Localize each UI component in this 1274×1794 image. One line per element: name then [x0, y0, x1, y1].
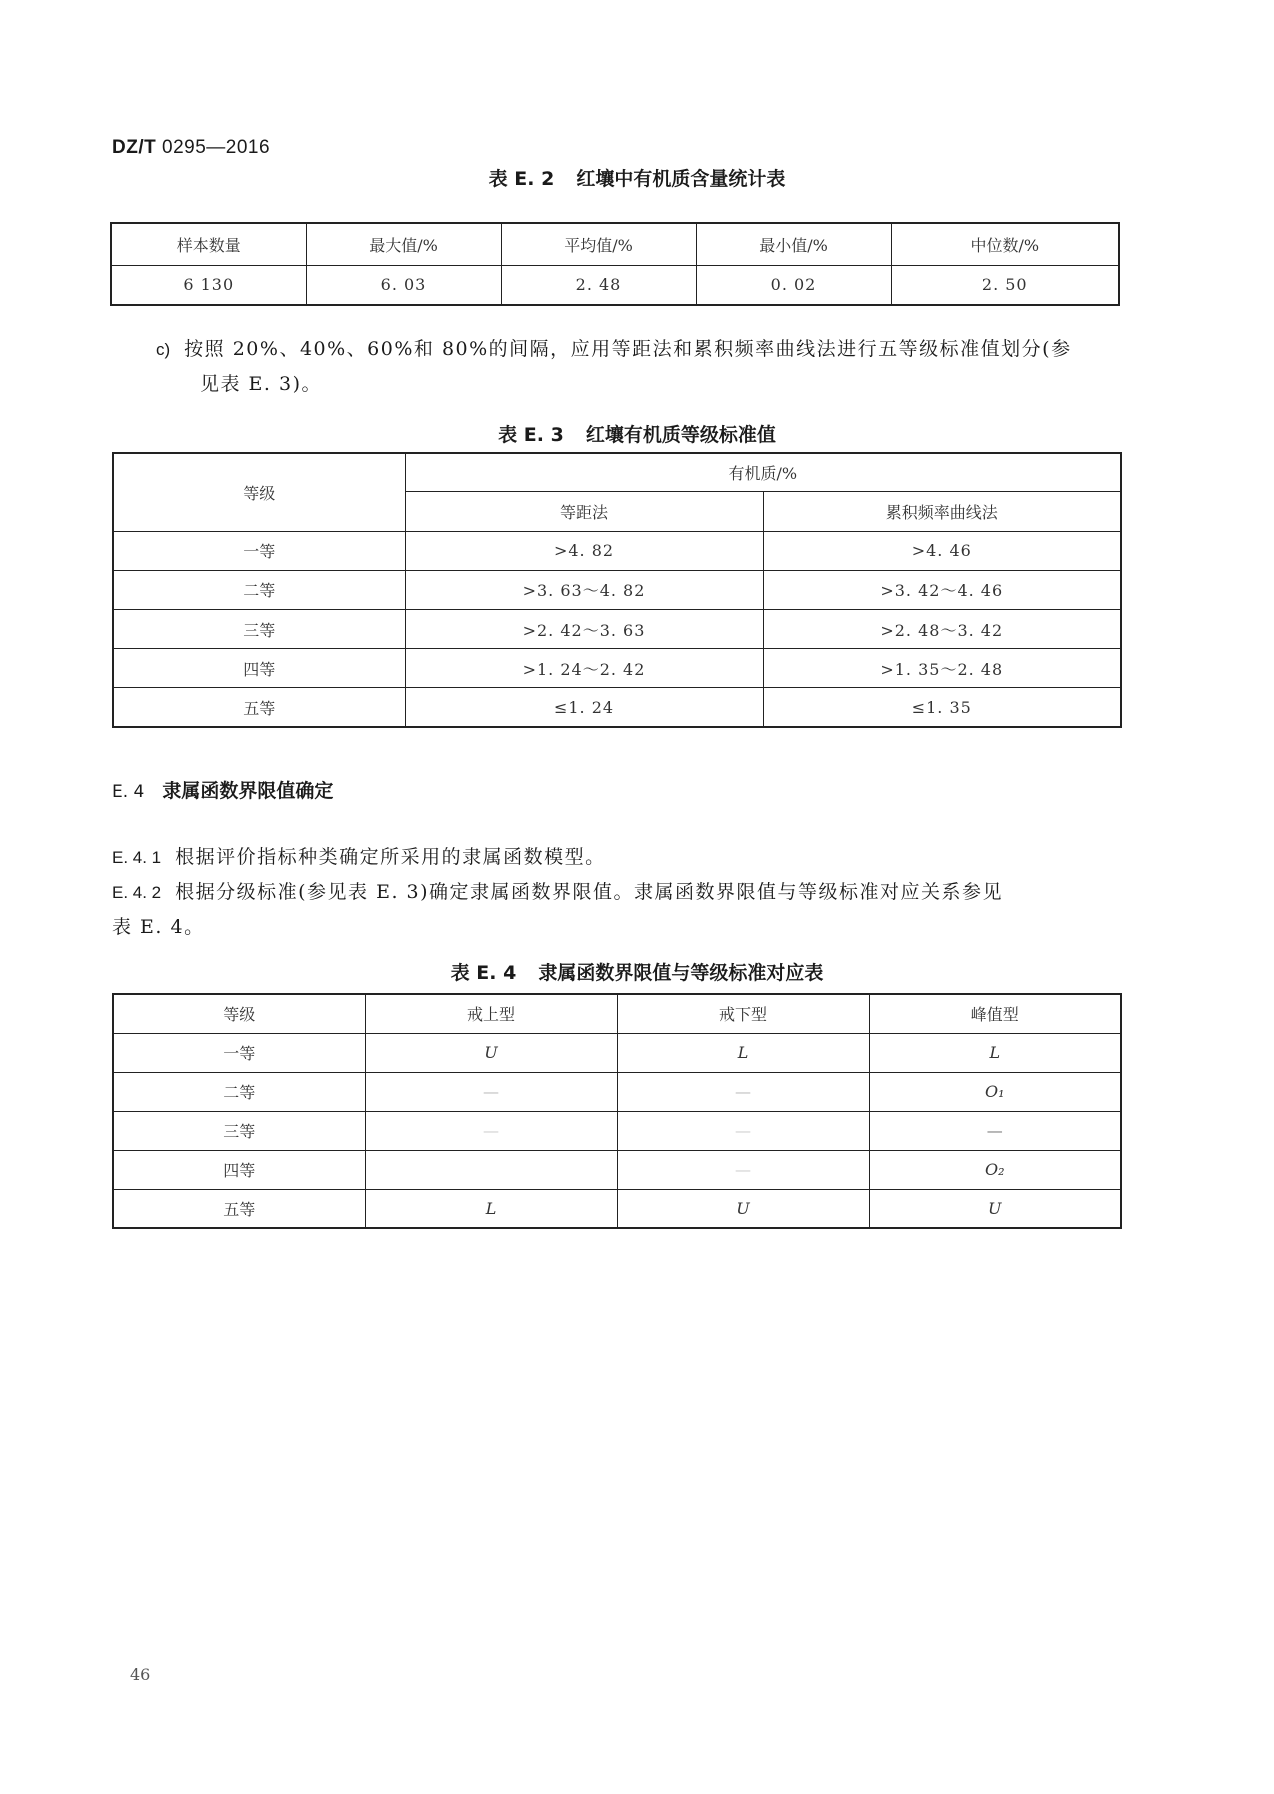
table-e3-title: 红壤有机质等级标准值 — [585, 424, 776, 446]
table-e4-cell: U — [617, 1189, 869, 1228]
table-e4-header-row — [113, 994, 1121, 1033]
table-e3-cell: >1. 35～2. 48 — [763, 649, 1121, 688]
table-e3-cell: >1. 24～2. 42 — [405, 649, 763, 688]
table-e3-header-grade: 等级 — [113, 453, 405, 531]
table-row — [113, 688, 1121, 727]
table-row — [111, 265, 1119, 305]
table-e4-caption — [0, 958, 1274, 985]
table-e3-grade-cell: 四等 — [113, 649, 405, 688]
table-e3-grade-cell: 一等 — [113, 531, 405, 570]
table-e4-title: 隶属函数界限值与等级标准对应表 — [538, 962, 824, 984]
table-e3-subheader-cell: 累积频率曲线法 — [763, 491, 1121, 531]
table-e3-header-group: 有机质/% — [405, 453, 1121, 491]
table-e4-cell: L — [869, 1033, 1121, 1072]
table-e4-number: 表 E. 4 — [450, 962, 517, 984]
table-e3-header-row — [113, 453, 1121, 491]
table-e2-header-cell: 样本数量 — [111, 223, 306, 265]
section-e4-paragraphs — [112, 840, 1122, 944]
table-row — [113, 1111, 1121, 1150]
item-c-label: c) — [156, 340, 171, 359]
table-e4-grade-cell: 四等 — [113, 1150, 365, 1189]
standard-code — [112, 137, 270, 159]
standard-code-prefix: DZ/T — [112, 137, 157, 158]
table-e3 — [112, 452, 1122, 728]
table-e4-cell: — — [617, 1072, 869, 1111]
table-row — [113, 1072, 1121, 1111]
item-c-text-line1: 按照 20%、40%、60%和 80%的间隔，应用等距法和累积频率曲线法进行五等级标准值划分(参 — [184, 338, 1072, 360]
table-e3-number: 表 E. 3 — [498, 424, 564, 446]
table-e4-cell: — — [869, 1111, 1121, 1150]
section-e4-number: E. 4 — [112, 782, 145, 802]
item-c-paragraph — [112, 332, 1122, 401]
table-e4-header-cell: 戒上型 — [365, 994, 617, 1033]
table-row — [113, 649, 1121, 688]
table-e3-grade-cell: 五等 — [113, 688, 405, 727]
table-e2-header-cell: 最小值/% — [696, 223, 891, 265]
section-e4-title: 隶属函数界限值确定 — [162, 780, 334, 802]
table-row — [113, 1150, 1121, 1189]
table-e4-cell: L — [365, 1189, 617, 1228]
table-e4-cell: — — [617, 1150, 869, 1189]
e4-1-label: E. 4. 1 — [112, 848, 162, 867]
table-e4-grade-cell: 五等 — [113, 1189, 365, 1228]
section-e4-heading — [112, 776, 333, 803]
table-e3-cell: >3. 63～4. 82 — [405, 570, 763, 609]
table-e4 — [112, 993, 1122, 1229]
table-e4-grade-cell: 一等 — [113, 1033, 365, 1072]
table-e2-title: 红壤中有机质含量统计表 — [576, 168, 786, 190]
table-e2-caption — [0, 164, 1274, 191]
table-e3-caption — [0, 420, 1274, 447]
table-e4-cell: — — [365, 1072, 617, 1111]
e4-2-text-line1: 根据分级标准(参见表 E. 3)确定隶属函数界限值。隶属函数界限值与等级标准对应关系参见 — [175, 881, 1004, 903]
table-e4-cell: U — [365, 1033, 617, 1072]
table-e3-grade-cell: 二等 — [113, 570, 405, 609]
table-e2-cell: 6 130 — [111, 265, 306, 305]
e4-2-text-line2: 表 E. 4。 — [112, 916, 205, 938]
page-number: 46 — [130, 1665, 151, 1684]
table-row — [113, 1033, 1121, 1072]
e4-1-text: 根据评价指标种类确定所采用的隶属函数模型。 — [175, 846, 606, 868]
table-e2-header-cell: 中位数/% — [891, 223, 1119, 265]
table-e2-cell: 0. 02 — [696, 265, 891, 305]
table-e2-number: 表 E. 2 — [488, 168, 555, 190]
table-e2-cell: 6. 03 — [306, 265, 501, 305]
table-e4-cell — [365, 1150, 617, 1189]
table-e3-cell: ≤1. 24 — [405, 688, 763, 727]
table-e3-cell: >4. 82 — [405, 531, 763, 570]
table-e4-grade-cell: 二等 — [113, 1072, 365, 1111]
table-e3-cell: >3. 42～4. 46 — [763, 570, 1121, 609]
table-e4-cell: U — [869, 1189, 1121, 1228]
table-row — [113, 531, 1121, 570]
table-e4-cell: O₂ — [869, 1150, 1121, 1189]
table-row — [113, 570, 1121, 609]
item-c-text-line2: 见表 E. 3)。 — [200, 373, 322, 395]
table-row — [113, 1189, 1121, 1228]
table-e3-cell: ≤1. 35 — [763, 688, 1121, 727]
table-e2-header-row — [111, 223, 1119, 265]
table-e4-cell: L — [617, 1033, 869, 1072]
table-e3-cell: >2. 42～3. 63 — [405, 610, 763, 649]
table-e4-cell: — — [617, 1111, 869, 1150]
table-e4-grade-cell: 三等 — [113, 1111, 365, 1150]
table-e4-header-cell: 等级 — [113, 994, 365, 1033]
table-e2-header-cell: 平均值/% — [501, 223, 696, 265]
table-e3-cell: >2. 48～3. 42 — [763, 610, 1121, 649]
table-row — [113, 610, 1121, 649]
table-e2 — [110, 222, 1120, 306]
table-e4-header-cell: 峰值型 — [869, 994, 1121, 1033]
table-e2-cell: 2. 50 — [891, 265, 1119, 305]
table-e4-header-cell: 戒下型 — [617, 994, 869, 1033]
table-e4-cell: — — [365, 1111, 617, 1150]
table-e2-header-cell: 最大值/% — [306, 223, 501, 265]
table-e2-cell: 2. 48 — [501, 265, 696, 305]
table-e3-cell: >4. 46 — [763, 531, 1121, 570]
standard-code-number: 0295—2016 — [162, 137, 271, 158]
table-e3-grade-cell: 三等 — [113, 610, 405, 649]
table-e4-cell: O₁ — [869, 1072, 1121, 1111]
table-e3-subheader-cell: 等距法 — [405, 491, 763, 531]
e4-2-label: E. 4. 2 — [112, 883, 162, 902]
